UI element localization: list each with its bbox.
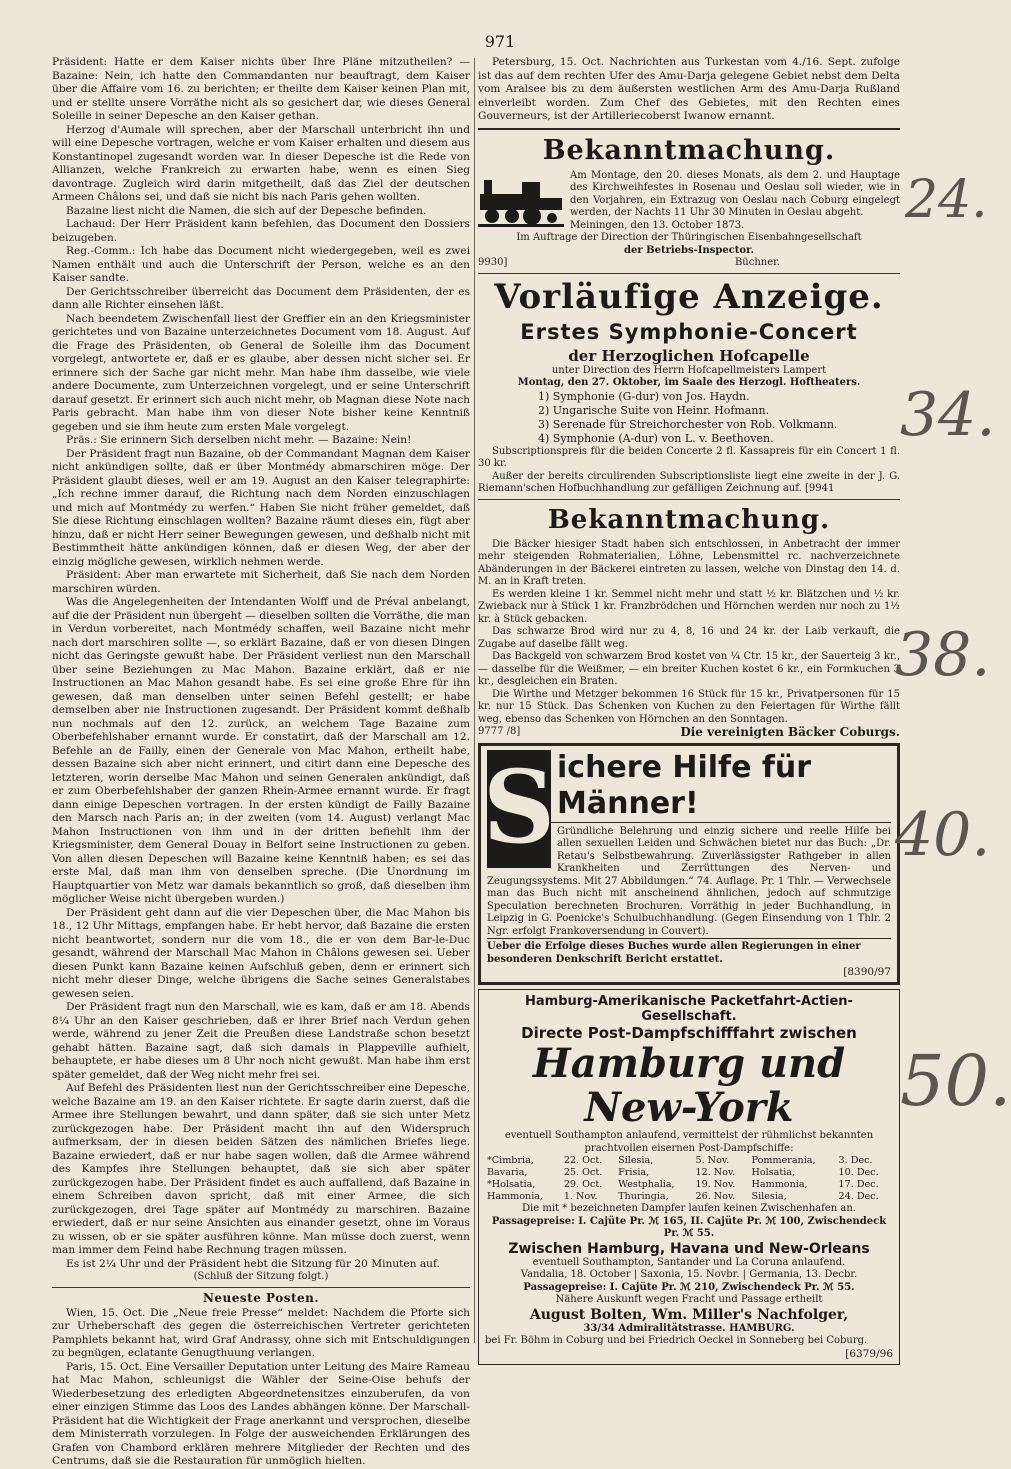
ad-date: Meiningen, den 13. October 1873.: [570, 219, 745, 231]
schedule-cell: 26. Nov.: [695, 1191, 736, 1202]
ad-paragraph: Das Backgeld von schwarzem Brod kostet von ¼ Ctr. 15 kr., der Sauerteig 3 kr., — dasselbe für die Weißmer, — ein breiter Kuchen kostet 6 kr., ein Formkuchen 3 kr., desgleichen ein Braten.: [478, 651, 900, 687]
schedule-2: Vandalia, 18. October | Saxonia, 15. Novbr. | Germania, 13. Decbr.: [520, 1269, 858, 1280]
schedule-row: [485, 1179, 893, 1191]
locomotive-icon: [478, 170, 564, 230]
schedule-row: [485, 1167, 893, 1179]
session-closing: (Schluß der Sitzung folgt.): [193, 1271, 329, 1282]
schedule-row: [485, 1191, 893, 1203]
trial-paragraph: Bazaine liest nicht die Namen, die sich auf der Depesche befinden.: [66, 204, 427, 217]
schedule-cell: 29. Oct.: [563, 1179, 603, 1190]
schedule-cell: *Cimbria,: [487, 1155, 534, 1166]
ad-price: Subscriptionspreis für die beiden Concerte 2 fl. Kassapreis für ein Concert 1 fl. 30 kr.: [478, 445, 900, 469]
trial-paragraph: Reg.-Comm.: Ich habe das Document nicht wiedergegeben, weil es zwei Namen enthält und auch die Unterschrift der Person, welche es an den Kaiser sandte.: [52, 245, 470, 284]
section-rule: [52, 1287, 470, 1288]
ad-note: Außer der bereits circulirenden Subscriptionsliste liegt eine zweite in der J. G. Riemann'schen Hofbuchhandlung zur gefälligen Zeichnung auf. [9941: [478, 470, 900, 494]
railway-announcement: [478, 134, 900, 270]
section-rule: [478, 499, 900, 500]
schedule-cell: 5. Nov.: [695, 1155, 730, 1166]
right-column: [478, 56, 900, 1360]
margin-mark: 50.: [900, 1040, 1011, 1122]
ad-paragraph: Die Bäcker hiesiger Stadt haben sich entschlossen, in Anbetracht der immer mehr steigenden Rohmaterialien, Löhne, Lebensmittel rc. nachverzeichnete Abänderungen in der Bäckerei eintreten zu lassen, welche von Dinstag den 14. d. M. an in Kraft treten.: [478, 538, 900, 587]
concert-announcement: [478, 277, 900, 496]
route-title: Hamburg und New-York: [532, 1040, 846, 1131]
trial-paragraph: Der Präsident fragt nun den Marschall, wie es kam, daß er am 18. Abends 8¼ Uhr an den Kaiser geschrieben, daß er ihrer Brief nach Verdun gehen werde, während zu jener Zeit die Preußen diese Landstraße schon besetzt gehabt hätten. Bazaine sagt, daß sich damals in Plappeville aufhielt, behauptete, er habe dieses um 8 Uhr noch nicht gewußt. Man habe ihm erst später gemeldet, daß der Weg nicht mehr frei sei.: [52, 1001, 470, 1081]
ad-paragraph: Das schwarze Brod wird nur zu 4, 8, 16 und 24 kr. der Laib verkauft, die Zugabe auf daselbe fällt weg.: [478, 626, 900, 650]
news-item: Paris, 15. Oct. Eine Versailler Deputation unter Leitung des Maire Rameau hat Mac Mahon, schleunigst die Wähler der Seine-Oise behufs der Wiederbesetzung des erledigten Abgeordnetensitzes einzuberufen, da von einer einzigen Stimme das Loos des Landes abhängen könne. Der Marschall-Präsident hat die Wichtigkeit der Frage anerkannt und versprochen, dieselbe dem Ministerrath vorzulegen. In Folge der ausweichenden Erklärungen des Grafen von Chambord erklären mehrere Mitglieder der Rechten und des Centrums, daß sie die Restauration für unmöglich hielten.: [52, 1360, 470, 1467]
schedule-cell: *Holsatia,: [487, 1179, 536, 1190]
trial-paragraph: Der Gerichtsschreiber überreicht das Document dem Präsidenten, der es dann alle Richter einsehen läßt.: [52, 285, 470, 311]
ad-title: Vorläufige Anzeige.: [494, 276, 884, 317]
ad-orchestra: der Herzoglichen Hofcapelle: [568, 346, 810, 365]
ad-title: ichere Hilfe für Männer!: [487, 750, 891, 823]
ad-reference: [6379/96: [845, 1347, 893, 1360]
agent-address: 33/34 Admiralitätstrasse. HAMBURG.: [583, 1322, 795, 1334]
trial-paragraph: Herzog d'Aumale will sprechen, aber der Marschall unterbricht ihn und will eine Depesche vortragen, welche er vom Kaiser erhalten und diesem aus Konstantinopel zugesandt worden war. In dieser Depesche ist die Rede von Allianzen, welche Frankreich zu erwarten habe, wenn es einen Sieg davontrage. Zugleich wird darin mitgetheilt, daß das Ziel der deutschen Armeen Châlons sei, und daß sie nicht bis nach Paris gehen wollten.: [52, 123, 470, 203]
ad-reference: 9777 /8]: [478, 726, 521, 737]
schedule-cell: Holsatia,: [751, 1167, 796, 1178]
ad-body: Am Montage, den 20. dieses Monats, als dem 2. und Hauptage des Kirchweihfestes in Rosenau und Oeslau soll wieder, wie in den Vorjahren, ein Extrazug von Oeslau nach Coburg eingelegt werden, der Nachts 11 Uhr 30 Minuten in Oeslau abgeht.: [570, 169, 900, 218]
info: Nähere Auskunft wegen Fracht und Passage ertheilt: [555, 1294, 823, 1305]
ad-signature: Die vereinigten Bäcker Coburgs.: [680, 725, 900, 739]
schedule-cell: Westphalia,: [618, 1179, 675, 1190]
ad-name: Büchner.: [734, 257, 780, 268]
program-item: 1) Symphonie (G-dur) von Jos. Haydn.: [538, 389, 750, 403]
left-column: [52, 56, 470, 1467]
program-item: 2) Ungarische Suite von Heinr. Hofmann.: [538, 403, 770, 417]
schedule-cell: Silesia,: [618, 1155, 654, 1166]
fares: Passagepreise: I. Cajüte Pr. ℳ 165, II. Cajüte Pr. ℳ 100, Zwischendeck Pr. ℳ 55.: [491, 1215, 887, 1239]
ad-paragraph: Es werden kleine 1 kr. Semmel nicht mehr und statt ½ kr. Blätzchen und ½ kr. Zwieback nur à Stück 1 kr. Franzbrödchen und Hörnchen werden nur noch zu 1½ kr. à Stück gebacken.: [478, 588, 900, 625]
margin-mark: 40.: [895, 800, 991, 870]
schedule-note: Die mit * bezeichneten Dampfer laufen keinen Zwischenhafen an.: [522, 1203, 856, 1214]
ad-title: Bekanntmachung.: [547, 504, 831, 535]
ad-signature: Im Auftrage der Direction der Thüringischen Eisenbahngesellschaft: [516, 232, 862, 243]
ad-paragraph: Die Wirthe und Metzger bekommen 16 Stück für 15 kr., Privatpersonen für 15 kr. nur 15 Stück. Das Schenken von Kuchen zu den Feiertagen für Wirthe fällt weg, ebenso das Schenken von Hörnchen an den Sonntagen.: [478, 688, 900, 725]
page-number: 971: [484, 32, 516, 51]
route-via: eventuell Southampton anlaufend, vermittelst der rühmlichst bekannten prachtvollen eisernen Post-Dampfschiffe:: [504, 1130, 874, 1154]
large-initial-letter: [482, 747, 556, 868]
petersburg-news: Petersburg, 15. Oct. Nachrichten aus Turkestan vom 4./16. Sept. zufolge ist das auf dem rechten Ufer des Amu-Darja gelegene Gebiet nebst dem Delta vom Aralsee bis zu dem äußersten westlichen Arm des Amu-Darja Rußland einverleibt worden. Zum Chef des Gebietes, mit den Rechten eines Gouverneurs, ist der Artilleriecoberst Iwanow ernannt.: [478, 56, 900, 122]
trial-paragraph: Präsident: Hatte er dem Kaiser nichts über Ihre Pläne mitzutheilen? — Bazaine: Nein, ich hatte den Commandanten nur beauftragt, dem Kaiser über die Affaire vom 16. zu berichten; er theilte dem Kaiser keinen Plan mit, und er stellte unsere Vorräthe nicht als so gesichert dar, wie dieses General Soleille in seiner Depesche an den Kaiser gethan.: [52, 56, 470, 122]
fares-2: Passagepreise: I. Cajüte Pr. ℳ 210, Zwischendeck Pr. ℳ 55.: [523, 1281, 855, 1293]
schedule-cell: Hammonia,: [487, 1191, 544, 1202]
margin-mark: 24.: [905, 170, 988, 230]
trial-paragraph: Präs.: Sie erinnern Sich derselben nicht mehr. — Bazaine: Nein!: [66, 434, 412, 446]
trial-paragraph: Präsident: Aber man erwartete mit Sicherheit, daß Sie nach dem Norden marschiren würden.: [52, 569, 470, 595]
ad-reference: [8390/97: [843, 966, 891, 978]
schedule-cell: Pommerania,: [751, 1155, 816, 1166]
trial-paragraph: Nach beendetem Zwischenfall liest der Greffier ein an den Kriegsminister gerichtetes und von Bazaine unterzeichnetes Document vom 18. August. Auf die Frage des Präsidenten, ob General de Soleille ihm das Document vorgelegt, antwortete er, daß er es glaube, aber dessen nicht sicher sei. Er erinnere sich der Sache gar nicht mehr. Man habe ihm dasselbe, wie viele andere Documente, zum Unterzeichnen vorgelegt, und er seine Unterschrift darauf gesetzt. Er erinnert sich auch nicht mehr, ob Magnan diese Note nach Paris gebracht. Man habe ihm von dieser Note bisher keine Kenntniß gegeben und sie ihm heute zum ersten Male vorgelegt.: [52, 312, 470, 433]
margin-mark: 34.: [900, 380, 996, 450]
program-item: 3) Serenade für Streichorchester von Rob. Volkmann.: [538, 417, 838, 431]
ad-direction: unter Direction des Herrn Hofcapellmeisters Lampert: [551, 364, 827, 376]
trial-paragraph: Der Präsident fragt nun Bazaine, ob der Commandant Magnan dem Kaiser nicht ankündigen sollte, daß er über Montmédy abmarschiren möge. Der Präsident glaubt dieses, weil er am 19. August an den Kaiser telegraphirte: „Ich rechne immer darauf, die Richtung nach dem Norden einzuschlagen und mich auf Montmédy zu werfen.“ Haben Sie nicht früher gemeldet, daß Sie diese Richtung einschlagen wollten? Bazaine räumt dieses ein, fügt aber hinzu, daß er nicht Herr seiner Bewegungen gewesen, und deßhalb nicht mit Bestimmtheit hätte ankündigen können, daß er diesen Weg, der aber der einzig mögliche gewesen, wirklich nehmen werde.: [52, 447, 470, 568]
ad-title: Bekanntmachung.: [542, 134, 836, 166]
schedule-cell: Bavaria,: [487, 1167, 528, 1178]
news-item: Wien, 15. Oct. Die „Neue freie Presse“ meldet: Nachdem die Pforte sich zur Urheberschaft des gegen die österreichischen Vertreter gerichteten Pamphlets bekannt hat, wird Graf Andrassy, ohne sich mit Entschuldigungen zu begnügen, eclatante Genugthuung verlangen.: [52, 1306, 470, 1359]
section-rule: [478, 128, 900, 130]
ad-reference: 9930]: [478, 257, 508, 268]
route-via-2: eventuell Southampton, Santander und La Coruna anlaufend.: [532, 1256, 846, 1268]
schedule-cell: Silesia,: [751, 1191, 787, 1202]
ad-signature: der Betriebs-Inspector.: [624, 244, 754, 256]
local-agents: bei Fr. Böhm in Coburg und bei Friedrich Oeckel in Sonneberg bei Coburg.: [485, 1335, 868, 1346]
ad-body: Gründliche Belehrung und einzig sichere und reelle Hilfe bei allen sexuellen Leiden und Schwächen bietet nur das Buch: „Dr. Retau's Selbstbewahrung. Zuverlässigster Rathgeber in allen Krankheiten und Zerrüttungen des Nerven- und Zeugungssystems. Mit 27 Abbildungen.“ 74. Auflage. Pr. 1 Thlr. — Verwechsele man das Buch nicht mit anscheinend ähnlichen, jedoch auf schmutzige Speculation berechneten Brochuren. Vorräthig in jeder Buchhandlung, in Leipzig in G. Poenicke's Schulbuchhandlung. (Gegen Einsendung von 1 Thlr. 2 Ngr. erfolgt Frankoversendung in Couvert).: [487, 825, 891, 937]
company-name: Hamburg-Amerikanische Packetfahrt-Actien-Gesellschaft.: [525, 994, 853, 1024]
ad-when: Montag, den 27. Oktober, im Saale des Herzogl. Hoftheaters.: [517, 377, 861, 388]
route-intro: Directe Post-Dampfschifffahrt zwischen: [521, 1024, 857, 1042]
initial-letter: S: [482, 747, 556, 866]
trial-paragraph: Es ist 2¼ Uhr und der Präsident hebt die Sitzung für 20 Minuten auf.: [66, 1257, 440, 1270]
ad-note: Ueber die Erfolge dieses Buches wurde allen Regierungen in einer besonderen Denkschrift Bericht erstattet.: [487, 938, 891, 966]
schedule-cell: 17. Dec.: [838, 1179, 879, 1190]
schedule-cell: 3. Dec.: [838, 1155, 873, 1166]
trial-paragraph: Was die Angelegenheiten der Intendanten Wolff und de Préval anbelangt, auf die der Präsident nun übergeht — dieselben sollten die Vorräthe, die man in Verdun vorbereitet, nach Montmédy schaffen, weil Bazaine nicht mehr nach dort marschiren sollte —, so erklärt Bazaine, daß er von diesen Dingen nicht das Geringste gewußt habe. Der Präsident verliest nun den Marschall über seine Beziehungen zu Mac Mahon. Bazaine erklärt, daß er nie Instructionen an Mac Mahon gesandt habe. Es sei eine große Ehre für ihn gewesen, daß man denselben unter seinen Befehl gestellt; er habe demselben aber nie Instructionen zugesandt. Der Präsident kommt deßhalb nun nochmals auf den 12. zurück, an welchem Tage Bazaine zum Oberbefehlshaber ernannt wurde. Er constatirt, daß der Marschall am 12. Befehle an de Failly, einen der Generale von Mac Mahon, ertheilt habe, dessen Bazaine sich aber nicht erinnert, und citirt dann eine Depesche des letzteren, worin derselbe Mac Mahon und seinen Generalen ankündigt, daß er zum Oberbefehlshaber der ganzen Rhein-Armee ernannt wurde. Er fragt dann einige Depeschen vortragen. In der ersten kündigt de Failly Bazaine den Marsch nach Paris an; in der zweiten (vom 14. August) verlangt Mac Mahon Instructionen von ihm und in der dritten befiehlt ihm der Kriegsminister, dem General Douay in Belfort seine Instructionen zu geben. Von allen diesen Depeschen will Bazaine keine Kenntniß haben; es sei das erste Mal, daß man ihm von denselben spreche. (Die Unordnung im Hauptquartier von Metz war damals bekanntlich so groß, daß dieselben ihm möglicher Weise nicht übergeben wurden.): [52, 596, 470, 905]
column-divider: [474, 58, 475, 1343]
agent-name: August Bolten, Wm. Miller's Nachfolger,: [529, 1306, 849, 1323]
news-heading: Neueste Posten.: [202, 1290, 320, 1305]
schedule-cell: Hammonia,: [751, 1179, 808, 1190]
program-item: 4) Symphonie (A-dur) von L. v. Beethoven.: [538, 431, 774, 445]
ad-subtitle: Erstes Symphonie-Concert: [520, 319, 858, 344]
schedule-row: [485, 1155, 893, 1167]
bakers-announcement: [478, 503, 900, 739]
schedule-cell: 10. Dec.: [838, 1167, 879, 1178]
remedy-advertisement: [478, 743, 900, 986]
schedule-cell: 19. Nov.: [695, 1179, 736, 1190]
trial-paragraph: Auf Befehl des Präsidenten liest nun der Gerichtsschreiber eine Depesche, welche Bazaine am 19. an den Kaiser richtete. Er sagte darin zuerst, daß die Armee ihre Stellungen bewahrt, und dann später, daß sie sich unter Metz zurückgezogen habe. Der Präsident macht ihn auf den Widerspruch aufmerksam, der in diesen beiden Sätzen des nämlichen Briefes liege. Bazaine erwiedert, daß er nur habe sagen wollen, daß die Armee während des Kampfes ihre Stellungen behauptet, daß sie sich aber später zurückgezogen habe. Der Präsident findet es auch auffallend, daß Bazaine in einem Schreiben davon spricht, daß mit einer Armee, die sich zurückgezogen, drei Tage später auf Montmédy zu marschiren. Bazaine erwiedert, daß er nur seine Ansichten aus einander gesetzt, ohne im Voraus zu wissen, ob er sie später ausführen könne. Man müsse doch zuerst, wenn man immer dem Feind habe Rechnung tragen müssen.: [52, 1082, 470, 1256]
schedule-cell: 25. Oct.: [563, 1167, 603, 1178]
trial-paragraph: Lachaud: Der Herr Präsident kann befehlen, das Document den Dossiers beizugeben.: [52, 218, 470, 244]
schedule-cell: 22. Oct.: [563, 1155, 603, 1166]
schedule-cell: 1. Nov.: [563, 1191, 598, 1202]
margin-mark: 38.: [895, 620, 991, 690]
schedule-cell: Frisia,: [618, 1167, 650, 1178]
shipping-advertisement: [478, 989, 900, 1365]
schedule-cell: Thuringia,: [618, 1191, 669, 1202]
route-title-2: Zwischen Hamburg, Havana und New-Orleans: [508, 1240, 870, 1257]
trial-paragraph: Der Präsident geht dann auf die vier Depeschen über, die Mac Mahon bis 18., 12 Uhr Mittags, empfangen habe. Er hebt hervor, daß Bazaine die ersten nicht beantwortet, sondern nur die vom 18., die er von dem Bar-le-Duc gesandt, während der Marschall Mac Mahon in Châlons gewesen sei. Ueber diesen Punkt kann Bazaine keinen Aufschluß geben, denn er erinnert sich nicht mehr dieser Dinge, welche übrigens die Sache seines Generalstabes gewesen seien.: [52, 906, 470, 1000]
schedule-cell: 12. Nov.: [695, 1167, 736, 1178]
sailing-schedule: [485, 1155, 893, 1203]
schedule-cell: 24. Dec.: [838, 1191, 879, 1202]
section-rule: [478, 273, 900, 274]
